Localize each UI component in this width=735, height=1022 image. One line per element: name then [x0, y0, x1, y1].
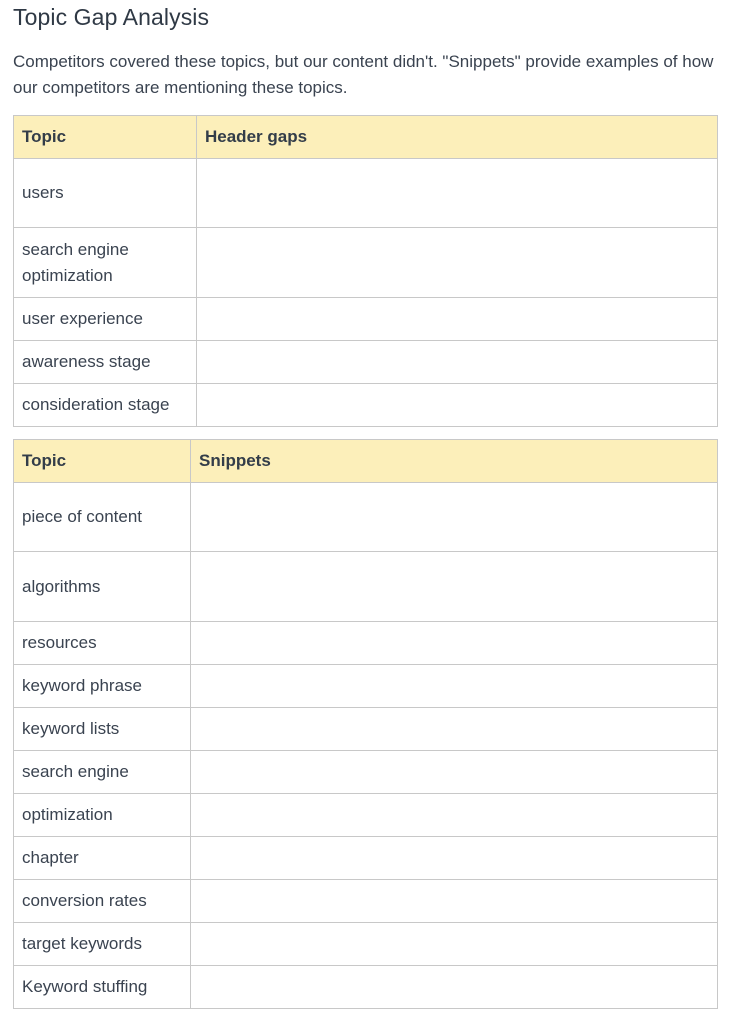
snippet-cell	[191, 923, 718, 966]
topic-cell: algorithms	[14, 552, 191, 622]
topic-cell: search engine	[14, 751, 191, 794]
snippet-cell	[191, 794, 718, 837]
table-row	[14, 159, 718, 228]
snippet-cell	[191, 622, 718, 665]
table-header-row	[14, 440, 718, 483]
column-header-header-gaps: Header gaps	[197, 116, 718, 159]
column-header-topic: Topic	[14, 116, 197, 159]
topic-cell: awareness stage	[14, 341, 197, 384]
topic-cell: keyword phrase	[14, 665, 191, 708]
column-header-topic: Topic	[14, 440, 191, 483]
table-row	[14, 665, 718, 708]
snippet-cell	[191, 966, 718, 1009]
table-row	[14, 483, 718, 552]
snippet-cell	[191, 665, 718, 708]
header-gap-cell	[197, 298, 718, 341]
table-row	[14, 298, 718, 341]
topic-cell: piece of content	[14, 483, 191, 552]
topic-cell: Keyword stuffing	[14, 966, 191, 1009]
snippet-cell	[191, 552, 718, 622]
header-gap-cell	[197, 228, 718, 298]
topic-cell: target keywords	[14, 923, 191, 966]
snippet-cell	[191, 751, 718, 794]
table-row	[14, 923, 718, 966]
header-gap-cell	[197, 159, 718, 228]
table-header-row	[14, 116, 718, 159]
snippets-table	[13, 439, 718, 1009]
table-row	[14, 837, 718, 880]
topic-cell: users	[14, 159, 197, 228]
table-row	[14, 708, 718, 751]
table-row	[14, 552, 718, 622]
header-gap-cell	[197, 384, 718, 427]
section-description: Competitors covered these topics, but our content didn't. "Snippets" provide examples of how our competitors are mentioning these topics.	[13, 52, 714, 97]
header-gaps-table	[13, 115, 718, 427]
table-row	[14, 751, 718, 794]
table-row	[14, 880, 718, 923]
column-header-snippets: Snippets	[191, 440, 718, 483]
section-title: Topic Gap Analysis	[13, 4, 210, 30]
topic-cell: consideration stage	[14, 384, 197, 427]
topic-cell: resources	[14, 622, 191, 665]
snippet-cell	[191, 708, 718, 751]
snippet-cell	[191, 483, 718, 552]
topic-cell: keyword lists	[14, 708, 191, 751]
table-row	[14, 228, 718, 298]
table-row	[14, 966, 718, 1009]
snippet-cell	[191, 837, 718, 880]
header-gap-cell	[197, 341, 718, 384]
table-row	[14, 384, 718, 427]
snippet-cell	[191, 880, 718, 923]
table-row	[14, 622, 718, 665]
table-row	[14, 794, 718, 837]
topic-cell: chapter	[14, 837, 191, 880]
topic-cell: search engine optimization	[14, 228, 197, 298]
topic-cell: conversion rates	[14, 880, 191, 923]
topic-cell: optimization	[14, 794, 191, 837]
topic-cell: user experience	[14, 298, 197, 341]
table-row	[14, 341, 718, 384]
